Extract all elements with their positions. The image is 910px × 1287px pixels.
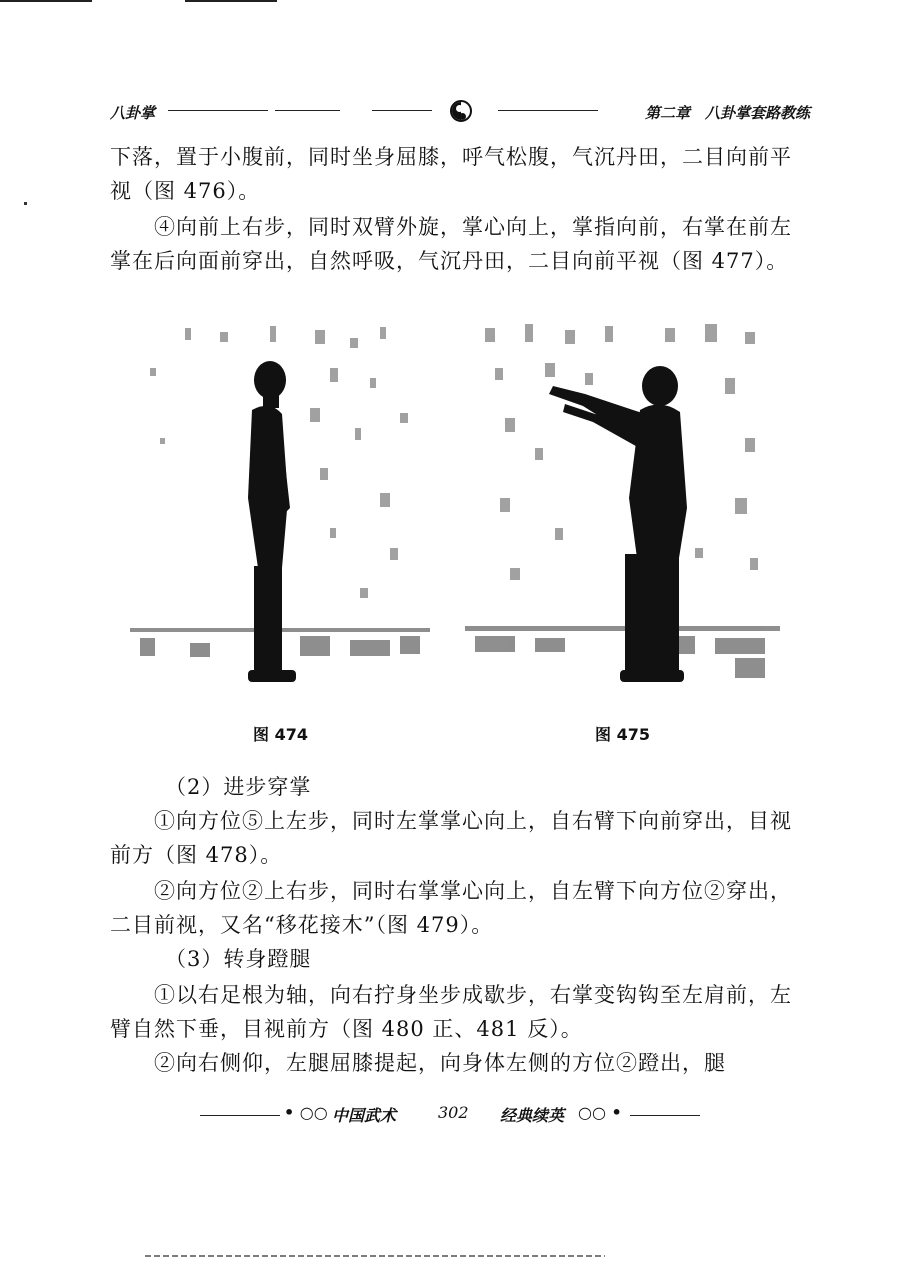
- figure-475: [465, 318, 780, 713]
- footer-rule: [630, 1115, 700, 1116]
- scan-mark: [185, 0, 277, 2]
- yin-yang-icon: [450, 100, 472, 122]
- paragraph: ④向前上右步，同时双臂外旋，掌心向上，掌指向前，右掌在前左掌在后向面前穿出，自然呼吸，气沉丹田，二目向前平视（图 477）。: [110, 215, 792, 273]
- header-rule: [498, 110, 598, 111]
- paragraph: ②向右侧仰，左腿屈膝提起，向身体左侧的方位②蹬出，腿: [154, 1051, 726, 1075]
- header-rule: [275, 110, 340, 111]
- running-footer: [200, 1103, 700, 1127]
- section-heading: （3）转身蹬腿: [165, 947, 312, 971]
- paragraph: ②向方位②上右步，同时右掌掌心向上，自左臂下向方位②穿出，二目前视，又名“移花接木”（图 479）。: [110, 879, 792, 937]
- figure-caption: 图 475: [595, 725, 650, 744]
- scan-mark: [0, 0, 92, 2]
- footer-series-subtitle: 经典续英: [500, 1106, 565, 1125]
- footer-rule: [200, 1115, 280, 1116]
- figure-474-photo: [130, 318, 430, 713]
- scan-mark: [145, 1255, 605, 1257]
- footer-ornament: • ○○: [284, 1103, 328, 1122]
- footer-ornament: ○○ •: [578, 1103, 622, 1122]
- figure-474: [130, 318, 430, 713]
- header-rule: [168, 110, 268, 111]
- page-number: 302: [438, 1103, 469, 1122]
- figure-caption: 图 474: [253, 725, 308, 744]
- header-book-title: 八卦掌: [110, 104, 156, 122]
- running-header: [110, 100, 810, 126]
- paragraph: ①向方位⑤上左步，同时左掌掌心向上，自右臂下向前穿出，目视前方（图 478）。: [110, 809, 792, 867]
- header-chapter-title: 第二章 八卦掌套路教练: [644, 104, 810, 122]
- figure-475-photo: [465, 318, 780, 713]
- paragraph: ①以右足根为轴，向右拧身坐步成歇步，右掌变钩钩至左肩前，左臂自然下垂，目视前方（图 480 正、481 反）。: [110, 983, 792, 1041]
- paragraph: 下落，置于小腹前，同时坐身屈膝，呼气松腹，气沉丹田，二目向前平视（图 476）。: [110, 145, 792, 203]
- section-heading: （2）进步穿掌: [165, 775, 312, 799]
- header-rule: [372, 110, 432, 111]
- scan-speck: [24, 202, 27, 205]
- footer-series-title: 中国武术: [332, 1106, 397, 1125]
